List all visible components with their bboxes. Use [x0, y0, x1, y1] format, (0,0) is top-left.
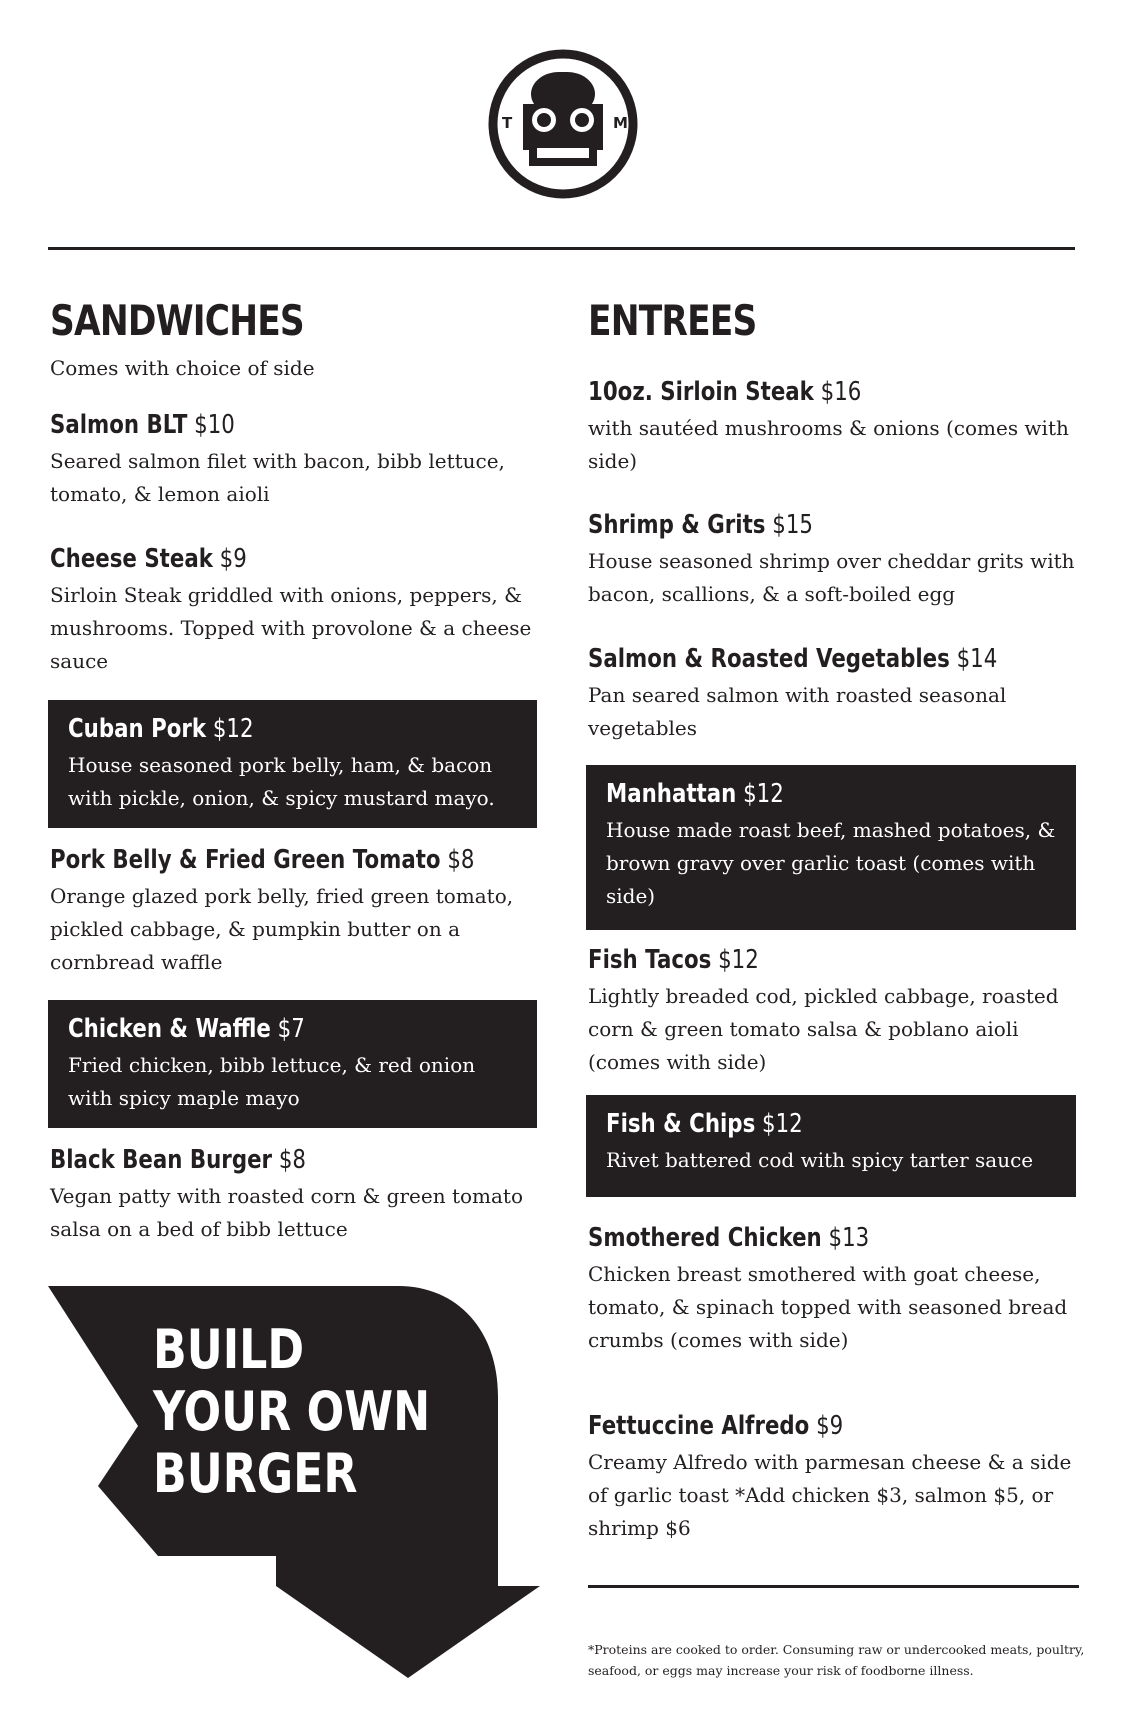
menu-item-title: [50, 544, 449, 575]
menu-item-title: [588, 510, 988, 541]
menu-item: [48, 700, 537, 828]
menu-item-name: 10oz. Sirloin Steak: [588, 377, 814, 407]
menu-item-description: Vegan patty with roasted corn & green tomato salsa on a bed of bibb lettuce: [50, 1184, 523, 1242]
menu-item: [586, 1095, 1076, 1197]
menu-item-price: $16: [820, 377, 862, 407]
menu-item-name: Salmon & Roasted Vegetables: [588, 644, 950, 674]
menu-item: [50, 1145, 537, 1246]
menu-item-description: House seasoned pork belly, ham, & bacon with pickle, onion, & spicy mustard mayo.: [68, 753, 495, 811]
menu-item-name: Pork Belly & Fried Green Tomato: [50, 845, 441, 875]
menu-item-price: $8: [447, 845, 475, 875]
menu-item-price: $8: [278, 1145, 306, 1175]
menu-item-description: Orange glazed pork belly, fried green tomato, pickled cabbage, & pumpkin butter on a cornbread waffle: [50, 884, 514, 975]
menu-item: [588, 1411, 1076, 1545]
menu-item-title: [68, 714, 436, 745]
sandwiches-heading: SANDWICHES: [50, 296, 304, 345]
menu-item-price: $7: [277, 1014, 305, 1044]
menu-item: [588, 377, 1076, 478]
menu-item-title: [588, 644, 998, 675]
menu-item-name: Cuban Pork: [68, 714, 207, 744]
menu-item-title: [606, 779, 975, 810]
top-divider: [48, 247, 1075, 250]
menu-item-price: $10: [194, 410, 235, 440]
menu-item-name: Manhattan: [606, 779, 737, 809]
menu-item: [48, 1000, 537, 1128]
menu-item-price: $15: [772, 510, 813, 540]
sandwiches-section: [50, 296, 538, 380]
entrees-heading: ENTREES: [588, 296, 757, 345]
menu-item-name: Fish Tacos: [588, 945, 712, 975]
menu-item-description: with sautéed mushrooms & onions (comes with side): [588, 416, 1069, 474]
menu-item-title: [68, 1014, 436, 1045]
menu-item: [50, 845, 537, 979]
footnote: *Proteins are cooked to order. Consuming raw or undercooked meats, poultry, seafood, or eggs may increase your risk of foodborne illness.: [588, 1642, 1085, 1678]
menu-item-price: $12: [743, 779, 784, 809]
menu-item-description: Seared salmon filet with bacon, bibb lettuce, tomato, & lemon aioli: [50, 449, 505, 507]
sandwiches-subheading: Comes with choice of side: [50, 356, 315, 380]
menu-item-name: Cheese Steak: [50, 544, 213, 574]
menu-item-title: [588, 1223, 988, 1254]
entrees-section: [588, 296, 1076, 345]
menu-item: [588, 644, 1076, 745]
menu-item-price: $12: [762, 1109, 803, 1139]
banner-line-1: BUILD: [153, 1318, 305, 1381]
menu-item-name: Salmon BLT: [50, 410, 188, 440]
logo-letter-left: T: [502, 114, 513, 132]
menu-item: [50, 544, 537, 678]
menu-item: [588, 945, 1076, 1079]
menu-item-title: [50, 410, 449, 441]
menu-item-description: Chicken breast smothered with goat cheese, tomato, & spinach topped with seasoned bread crumbs (comes with side): [588, 1262, 1068, 1353]
menu-item-description: Sirloin Steak griddled with onions, peppers, & mushrooms. Topped with provolone & a cheese sauce: [50, 583, 532, 674]
menu-item-description: House made roast beef, mashed potatoes, & brown gravy over garlic toast (comes with side): [606, 818, 1056, 909]
menu-item-price: $9: [219, 544, 247, 574]
banner-line-2: YOUR OWN: [153, 1380, 431, 1443]
menu-item-description: Creamy Alfredo with parmesan cheese & a side of garlic toast *Add chicken $3, salmon $5, or shrimp $6: [588, 1450, 1072, 1541]
menu-item-title: [50, 845, 475, 876]
menu-item-title: [588, 377, 988, 408]
menu-item-name: Shrimp & Grits: [588, 510, 766, 540]
logo-letter-right: M: [613, 114, 628, 132]
menu-item-description: Fried chicken, bibb lettuce, & red onion with spicy maple mayo: [68, 1053, 476, 1111]
menu-item-description: Rivet battered cod with spicy tarter sauce: [606, 1148, 1034, 1173]
menu-item-title: [50, 1145, 449, 1176]
menu-item-title: [606, 1109, 975, 1140]
menu-item-title: [588, 945, 988, 976]
menu-item-price: $13: [828, 1223, 870, 1253]
menu-item-name: Smothered Chicken: [588, 1223, 822, 1253]
menu-item-description: House seasoned shrimp over cheddar grits with bacon, scallions, & a soft-boiled egg: [588, 549, 1075, 607]
menu-item-price: $12: [212, 714, 254, 744]
menu-item-title: [588, 1411, 988, 1442]
menu-item: [50, 410, 537, 511]
banner-line-3: BURGER: [153, 1442, 358, 1505]
menu-item: [586, 765, 1076, 930]
menu-item-description: Pan seared salmon with roasted seasonal vegetables: [588, 683, 1007, 741]
menu-item-price: $14: [956, 644, 998, 674]
menu-item-price: $9: [816, 1411, 844, 1441]
menu-item-description: Lightly breaded cod, pickled cabbage, roasted corn & green tomato salsa & poblano aioli (comes with side): [588, 984, 1059, 1075]
menu-item-name: Fish & Chips: [606, 1109, 756, 1139]
restaurant-logo: [487, 48, 639, 200]
menu-item: [588, 1223, 1076, 1357]
menu-item-name: Fettuccine Alfredo: [588, 1411, 810, 1441]
menu-item-name: Chicken & Waffle: [68, 1014, 271, 1044]
menu-item-name: Black Bean Burger: [50, 1145, 273, 1175]
menu-item: [588, 510, 1076, 611]
bottom-divider: [588, 1585, 1079, 1588]
menu-item-price: $12: [718, 945, 759, 975]
